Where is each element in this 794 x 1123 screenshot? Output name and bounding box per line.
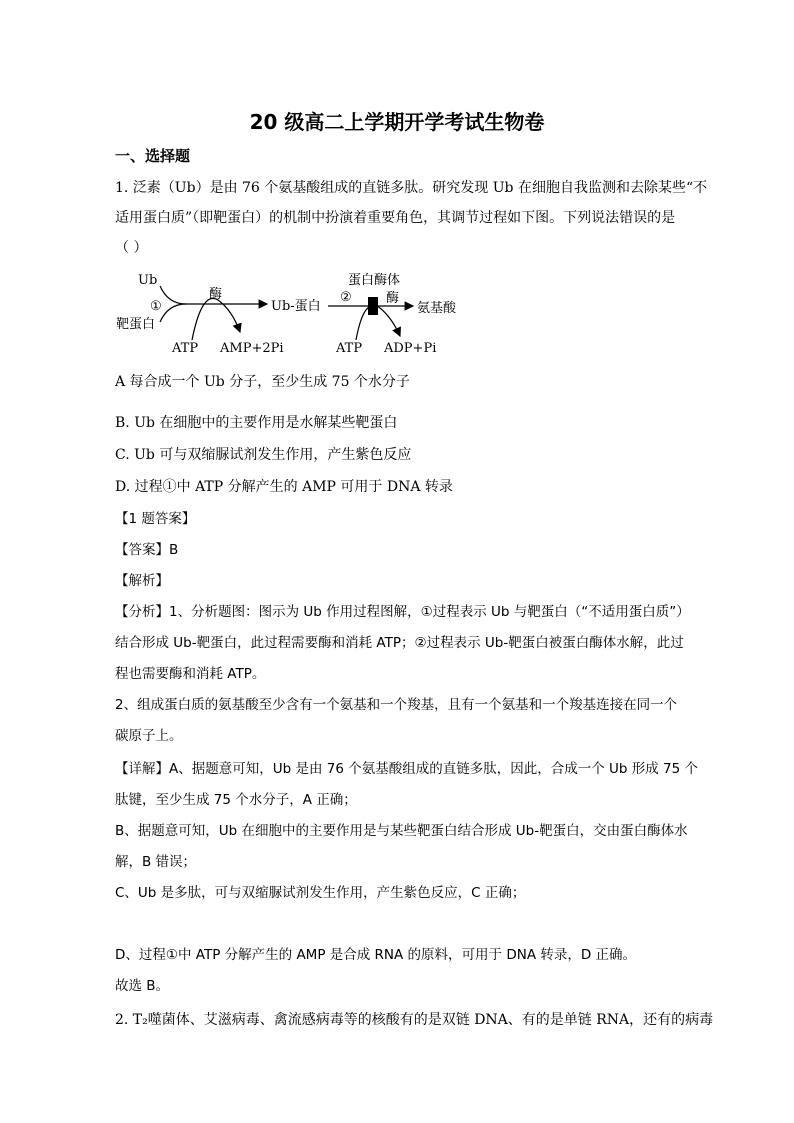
conclusion: 故选 B。 [115, 978, 170, 994]
ubiquitin-process-diagram [110, 270, 480, 360]
adp-label: ADP+Pi [384, 341, 437, 356]
detail-line-6: D、过程①中 ATP 分解产生的 AMP 是合成 RNA 的原料，可用于 DNA 转录，D 正确。 [115, 947, 637, 963]
atp1-label: ATP [172, 341, 199, 356]
atp2-label: ATP [336, 341, 363, 356]
detail-line-2: 肽键，至少生成 75 个水分子，A 正确； [115, 792, 357, 808]
ub-label: Ub [138, 273, 158, 288]
amp-label: AMP+2Pi [220, 341, 284, 356]
ub-protein-label: Ub-蛋白 [271, 299, 321, 314]
step2-label: ② [340, 290, 352, 305]
detail-line-1: 【详解】A、据题意可知，Ub 是由 76 个氨基酸组成的直链多肽，因此，合成一个 Ub 形成 75 个 [115, 761, 699, 777]
enzyme2-label: 酶 [386, 291, 400, 306]
analysis-line-5: 碳原子上。 [115, 728, 183, 744]
option-c: C. Ub 可与双缩脲试剂发生作用，产生紫色反应 [115, 447, 412, 463]
option-d: D. 过程①中 ATP 分解产生的 AMP 可用于 DNA 转录 [115, 479, 453, 495]
analysis-line-2: 结合形成 Ub-靶蛋白，此过程需要酶和消耗 ATP；②过程表示 Ub-靶蛋白被蛋白酶体水解，此过 [115, 635, 684, 651]
step1-label: ① [150, 299, 162, 314]
analysis-line-4: 2、组成蛋白质的氨基酸至少含有一个氨基和一个羧基，且有一个氨基和一个羧基连接在同一个 [115, 697, 678, 713]
q1-stem-line-2: 适用蛋白质”（即靶蛋白）的机制中扮演着重要角色，其调节过程如下图。下列说法错误的是 [115, 210, 676, 226]
q2-stem-line-1: 2. T₂噬菌体、艾滋病毒、禽流感病毒等的核酸有的是双链 DNA、有的是单链 RNA，还有的病毒 [115, 1012, 714, 1028]
detail-line-5: C、Ub 是多肽，可与双缩脲试剂发生作用，产生紫色反应，C 正确； [115, 885, 526, 901]
detail-line-3: B、据题意可知，Ub 在细胞中的主要作用是与某些靶蛋白结合形成 Ub-靶蛋白，交由蛋白酶体水 [115, 823, 688, 839]
q1-stem-line-1: 1. 泛素（Ub）是由 76 个氨基酸组成的直链多肽。研究发现 Ub 在细胞自我监测和去除某些“不 [115, 180, 708, 196]
detail-line-4: 解，B 错误； [115, 854, 197, 870]
target-line [160, 304, 186, 322]
answer: 【答案】B [115, 542, 179, 558]
option-b: B. Ub 在细胞中的主要作用是水解某些靶蛋白 [115, 415, 398, 431]
analysis-line-3: 程也需要酶和消耗 ATP。 [115, 666, 266, 682]
proteasome-label: 蛋白酶体 [348, 273, 401, 288]
analysis-line-1: 【分析】1、分析题图：图示为 Ub 作用过程图解，①过程表示 Ub 与靶蛋白（“不适用蛋白质”） [115, 604, 690, 620]
analysis-header: 【解析】 [115, 573, 169, 589]
page-title: 20 级高二上学期开学考试生物卷 [249, 110, 545, 134]
option-a: A 每合成一个 Ub 分子，至少生成 75 个水分子 [115, 374, 410, 390]
target-protein-label: 靶蛋白 [116, 317, 156, 332]
answer-header: 【1 题答案】 [115, 511, 196, 527]
section-heading: 一、选择题 [115, 147, 191, 165]
amino-acid-label: 氨基酸 [417, 301, 457, 316]
q1-stem-line-3: （ ） [115, 240, 148, 256]
enzyme1-label: 酶 [209, 287, 223, 302]
ub-line [160, 286, 186, 304]
